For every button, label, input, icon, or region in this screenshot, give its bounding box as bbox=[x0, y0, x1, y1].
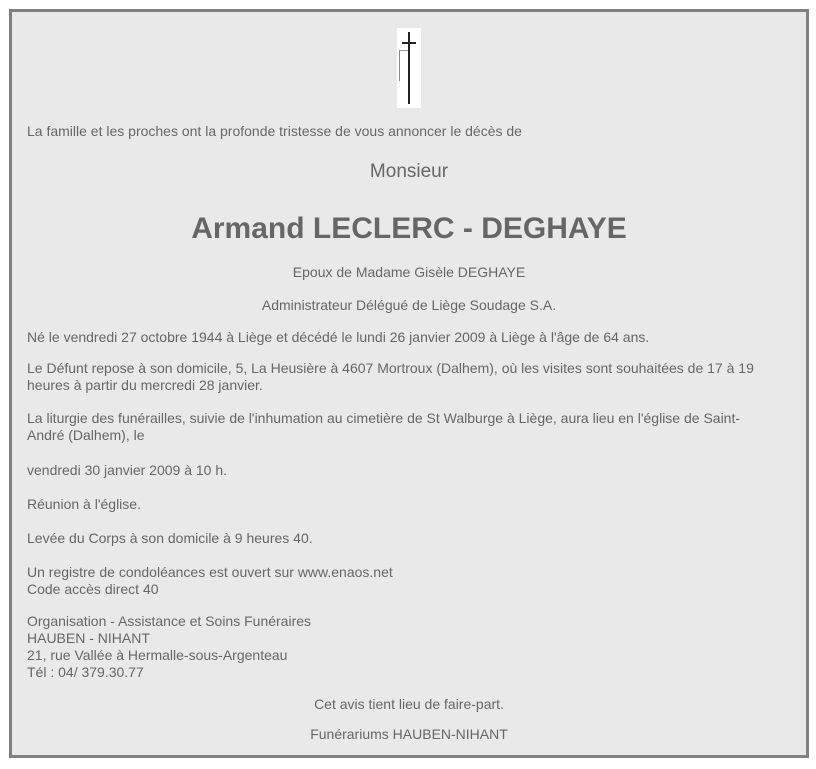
organisation-line-3: 21, rue Vallée à Hermalle-sous-Argenteau bbox=[27, 647, 288, 663]
deceased-name: Armand LECLERC - DEGHAYE bbox=[191, 212, 627, 245]
register-line-2: Code accès direct 40 bbox=[27, 581, 159, 597]
organisation-line-2: HAUBEN - NIHANT bbox=[27, 630, 150, 646]
funeral-home-text: Funérariums HAUBEN-NIHANT bbox=[310, 726, 508, 742]
birth-death-text: Né le vendredi 27 octobre 1944 à Liège et décédé le lundi 26 janvier 2009 à Liège à l'âge de 64 ans. bbox=[27, 329, 650, 345]
organisation-line-1: Organisation - Assistance et Soins Funéraires bbox=[27, 613, 312, 629]
rest-line-2: heures à partir du mercredi 28 janvier. bbox=[27, 377, 263, 393]
spouse-text: Epoux de Madame Gisèle DEGHAYE bbox=[292, 264, 526, 280]
occupation-text: Administrateur Délégué de Liège Soudage S.A. bbox=[261, 297, 557, 313]
title-text: Monsieur bbox=[369, 161, 449, 182]
register-line-1: Un registre de condoléances est ouvert sur www.enaos.net bbox=[27, 564, 393, 580]
notice-text: Cet avis tient lieu de faire-part. bbox=[314, 696, 504, 712]
ceremony-date: vendredi 30 janvier 2009 à 10 h. bbox=[27, 462, 228, 478]
organisation-line-4: Tél : 04/ 379.30.77 bbox=[27, 664, 144, 680]
rest-line-1: Le Défunt repose à son domicile, 5, La Heusière à 4607 Mortroux (Dalhem), où les visites sont souhaitées de 17 à 19 bbox=[27, 360, 754, 376]
cross-emblem-icon bbox=[397, 28, 421, 108]
liturgy-line-1: La liturgie des funérailles, suivie de l'inhumation au cimetière de St Walburge à Liège, aura lieu en l'église de Saint- bbox=[27, 410, 741, 426]
departure-text: Levée du Corps à son domicile à 9 heures 40. bbox=[27, 530, 313, 546]
obituary-frame bbox=[9, 9, 809, 758]
liturgy-line-2: André (Dalhem), le bbox=[27, 427, 145, 443]
meeting-text: Réunion à l'église. bbox=[27, 496, 141, 512]
intro-text: La famille et les proches ont la profonde tristesse de vous annoncer le décès de bbox=[27, 123, 522, 139]
